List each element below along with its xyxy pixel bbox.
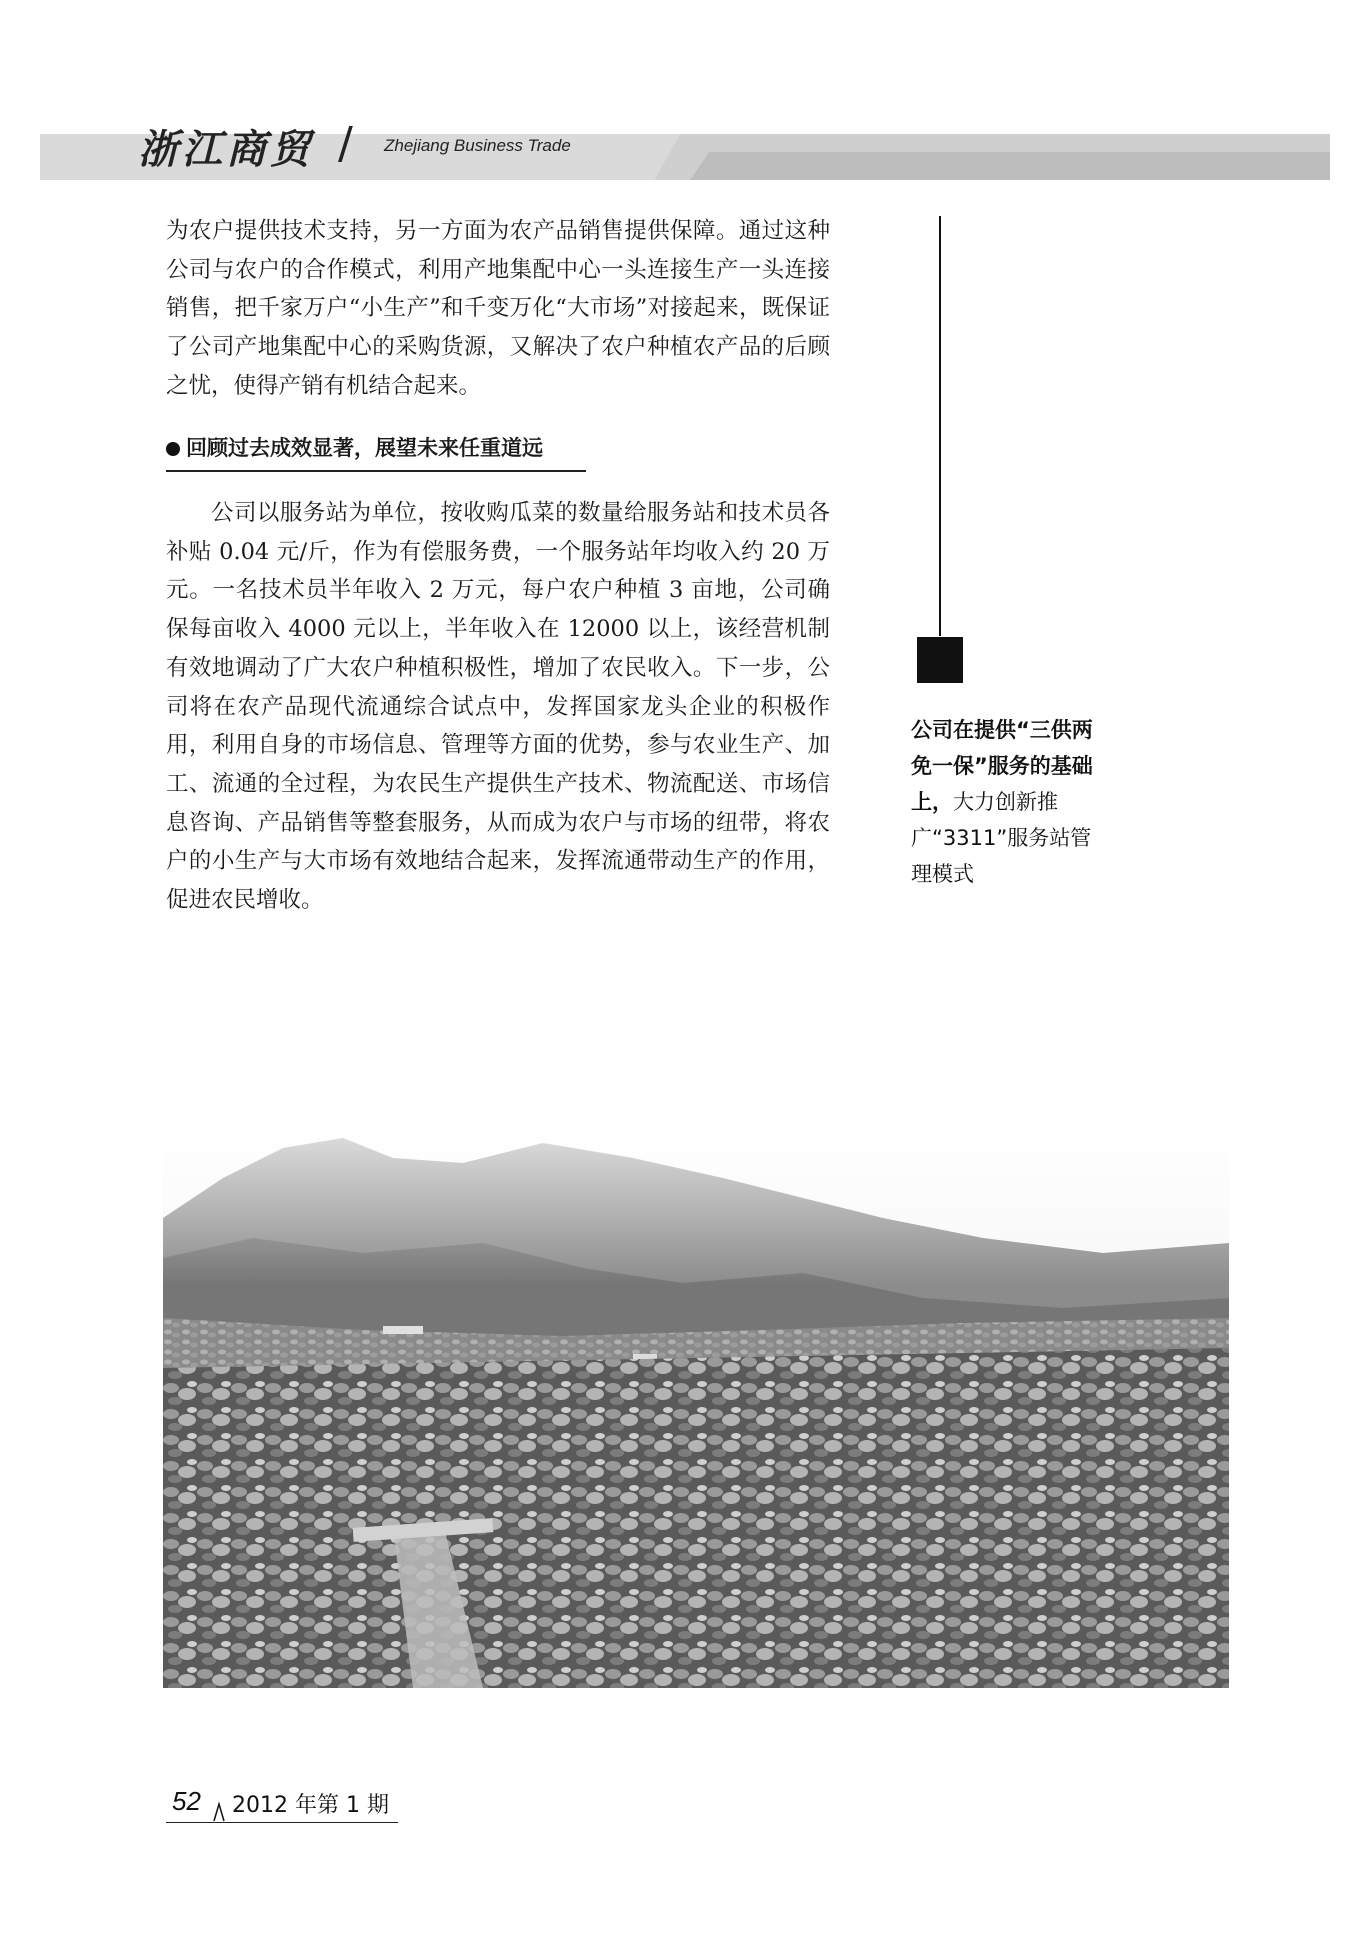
section-heading bbox=[166, 428, 586, 472]
bullet-icon bbox=[166, 442, 180, 456]
pull-quote bbox=[911, 712, 1111, 892]
farm-field-photo bbox=[163, 1068, 1229, 1688]
banner-band-light bbox=[40, 134, 680, 180]
pull-quote-regular: 大力创新推广“3311”服务站管理模式 bbox=[911, 790, 1092, 886]
magazine-name-en: Zhejiang Business Trade bbox=[384, 136, 571, 155]
article-paragraph bbox=[166, 212, 830, 406]
logo-divider: / bbox=[338, 118, 353, 169]
section-heading-text: 回顾过去成效显著，展望未来任重道远 bbox=[186, 436, 543, 460]
page-footer bbox=[166, 1782, 398, 1823]
vertical-rule bbox=[939, 216, 941, 636]
paragraph-text: 为农户提供技术支持，另一方面为农产品销售提供保障。通过这种公司与农户的合作模式，利用产地集配中心一头连接生产一头连接销售，把千家万户“小生产”和千变万化“大市场”对接起来，既保证了公司产地集配中心的采购货源，又解决了农户种植农产品的后顾之忧，使得产销有机结合起来。 bbox=[166, 218, 830, 399]
folio-mark-icon bbox=[212, 1798, 226, 1822]
paragraph-text: 公司以服务站为单位，按收购瓜菜的数量给服务站和技术员各补贴 0.04 元/斤，作为有偿服务费，一个服务站年均收入约 20 万元。一名技术员半年收入 2 万元，每户农户种植 3 亩地，公司确保每亩收入 4000 元以上，半年收入在 12000 以上，该经营机制有效地调动了广大农户种植积极性，增加了农民收入。下一步，公司将在农产品现代流通综合试点中，发挥国家龙头企业的积极作用，利用自身的市场信息、管理等方面的优势，参与农业生产、加工、流通的全过程，为农民生产提供生产技术、物流配送、市场信息咨询、产品销售等整套服务，从而成为农户与市场的纽带，将农户的小生产与大市场有效地结合起来，发挥流通带动生产的作用，促进农民增收。 bbox=[166, 500, 830, 914]
magazine-logo: 浙江商贸 bbox=[138, 126, 314, 173]
issue-label: 2012 年第 1 期 bbox=[232, 1793, 389, 1818]
black-square-marker bbox=[917, 637, 963, 683]
article-paragraph bbox=[166, 494, 830, 920]
pull-quote-bold: 公司在提供“三供两免一保”服务的基础上， bbox=[911, 718, 1093, 814]
page-number: 52 bbox=[172, 1786, 201, 1816]
banner-band-right bbox=[690, 152, 1330, 180]
